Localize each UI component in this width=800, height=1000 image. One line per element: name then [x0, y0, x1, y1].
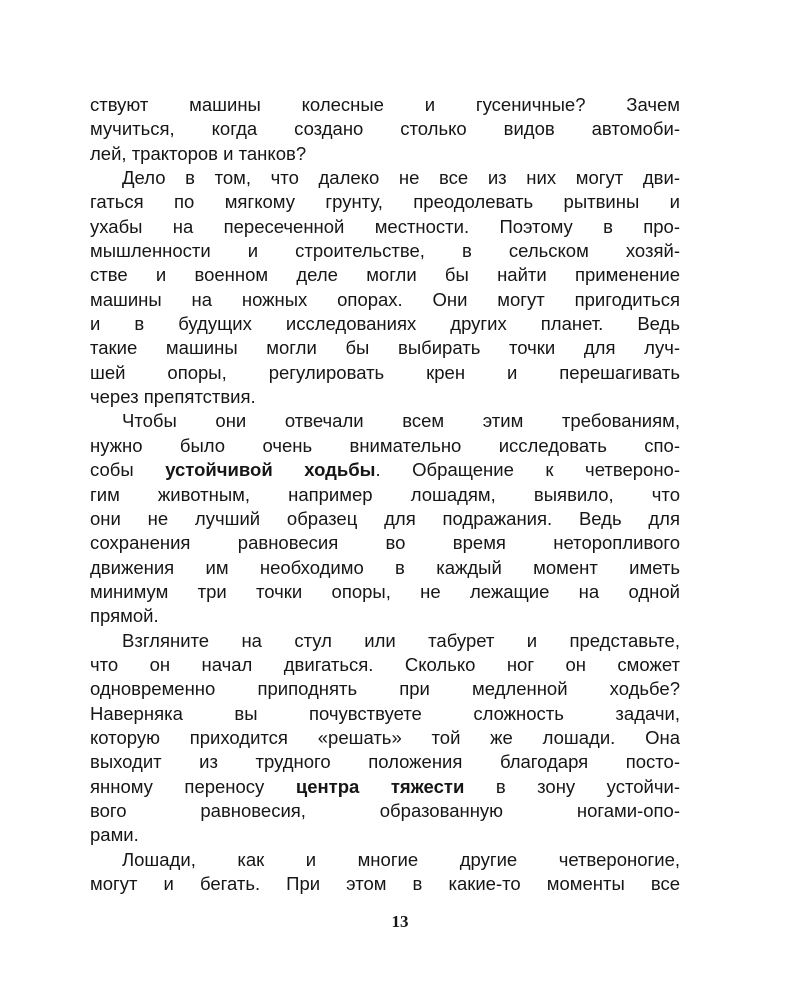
text-line: движения им необходимо в каждый момент иметь — [90, 556, 680, 578]
text-line: мышленности и строительстве, в сельском хозяй- — [90, 240, 680, 262]
text-line: гим животным, например лошадям, выявило, что — [90, 483, 680, 505]
text-segment: янному переносу — [90, 775, 296, 797]
text-line: такие машины могли бы выбирать точки для луч- — [90, 337, 680, 359]
text-line: минимум три точки опоры, не лежащие на одной — [90, 580, 680, 602]
text-line: вого равновесия, образованную ногами-опо- — [90, 799, 680, 821]
text-line — [90, 775, 680, 799]
text-line: которую приходится «решать» той же лошади. Она — [90, 726, 680, 748]
text-line: Наверняка вы почувствуете сложность задачи, — [90, 702, 680, 724]
text-line: стве и военном деле могли бы найти применение — [90, 264, 680, 286]
text-segment: в зону устойчи- — [464, 775, 680, 797]
text-line: через препятствия. — [90, 386, 256, 408]
text-line: нужно было очень внимательно исследовать спо- — [90, 434, 680, 456]
text-line: Дело в том, что далеко не все из них могут дви- — [122, 167, 680, 189]
bold-term: устойчивой ходьбы — [165, 459, 376, 481]
text-line: Лошади, как и многие другие четвероногие, — [122, 848, 680, 870]
bold-term: центра тяжести — [295, 775, 465, 797]
text-segment: . Обращение к четвероно- — [375, 459, 680, 481]
text-segment: собы — [90, 459, 166, 481]
text-line: рами. — [90, 824, 139, 846]
text-line: могут и бегать. При этом в какие-то моменты все — [90, 873, 680, 894]
page-text — [90, 93, 680, 896]
text-line: они не лучший образец для подражания. Ведь для — [90, 507, 680, 529]
text-line: Взгляните на стул или табурет и представьте, — [122, 629, 680, 651]
text-line — [90, 458, 680, 482]
text-line: гаться по мягкому грунту, преодолевать рытвины и — [90, 191, 680, 213]
text-line: и в будущих исследованиях других планет. Ведь — [90, 313, 680, 335]
text-line: шей опоры, регулировать крен и перешагивать — [90, 361, 680, 383]
text-line: сохранения равновесия во время неторопливого — [90, 532, 680, 554]
text-line: лей, тракторов и танков? — [90, 142, 307, 164]
text-line: ствуют машины колесные и гусеничные? Зачем — [90, 94, 680, 115]
text-line: мучиться, когда создано столько видов автомоби- — [90, 118, 680, 140]
text-line: что он начал двигаться. Сколько ног он сможет — [90, 653, 680, 675]
text-line: машины на ножных опорах. Они могут пригодиться — [90, 288, 680, 310]
text-line: прямой. — [90, 605, 159, 627]
page-number: 13 — [391, 912, 409, 931]
text-line: Чтобы они отвечали всем этим требованиям, — [122, 410, 680, 432]
text-line: ухабы на пересеченной местности. Поэтому в про- — [90, 215, 680, 237]
text-line: выходит из трудного положения благодаря посто- — [90, 751, 680, 773]
text-line: одновременно приподнять при медленной ходьбе? — [90, 678, 680, 700]
